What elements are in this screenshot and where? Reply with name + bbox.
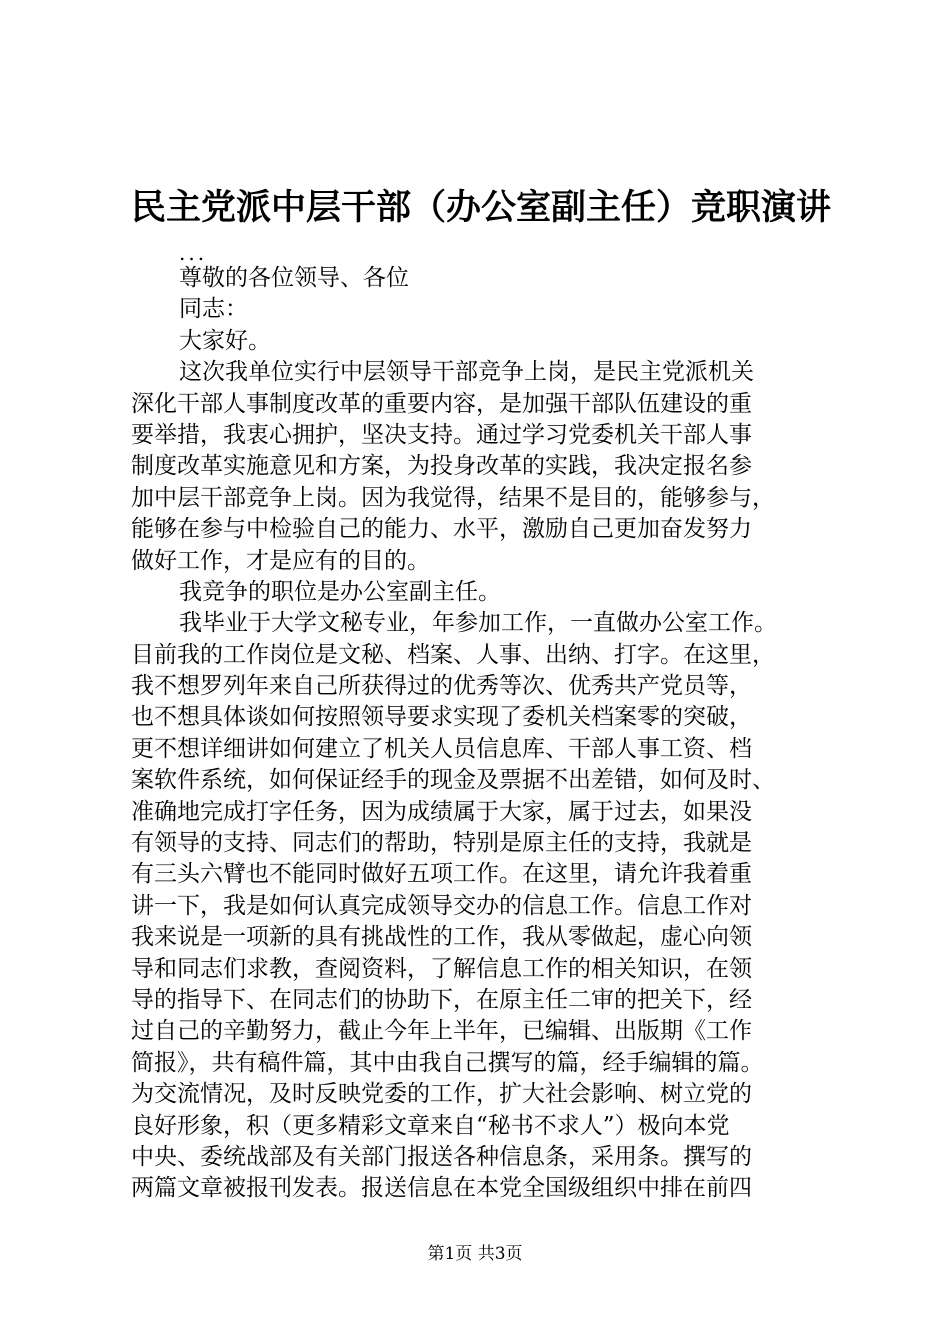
text-line: 导的指导下、在同志们的协助下，在原主任二审的把关下，经 <box>131 986 752 1013</box>
text-line: 要举措，我衷心拥护，坚决支持。通过学习党委机关干部人事 <box>131 421 752 448</box>
text-line: 能够在参与中检验自己的能力、水平，激励自己更加奋发努力 <box>131 516 752 543</box>
text-line: 过自己的辛勤努力，截止今年上半年，已编辑、出版期《工作 <box>131 1018 752 1045</box>
text-line: 准确地完成打字任务，因为成绩属于大家，属于过去，如果没 <box>131 798 752 825</box>
text-line: 良好形象，积（更多精彩文章来自“秘书不求人”）极向本党 <box>131 1112 730 1139</box>
text-line: 制度改革实施意见和方案，为投身改革的实践，我决定报名参 <box>131 453 752 480</box>
text-line: 也不想具体谈如何按照领导要求实现了委机关档案零的突破， <box>131 704 752 731</box>
text-line: 中央、委统战部及有关部门报送各种信息条，采用条。撰写的 <box>131 1143 752 1170</box>
text-line: 为交流情况，及时反映党委的工作，扩大社会影响、树立党的 <box>131 1081 752 1108</box>
document-title: 民主党派中层干部（办公室副主任）竞职演讲 <box>131 187 832 228</box>
text-line: 我毕业于大学文秘专业，年参加工作，一直做办公室工作。 <box>179 610 777 637</box>
greeting-line: 同志： <box>179 296 248 323</box>
text-line: 案软件系统，如何保证经手的现金及票据不出差错，如何及时、 <box>131 767 775 794</box>
text-line: 更不想详细讲如何建立了机关人员信息库、干部人事工资、档 <box>131 735 752 762</box>
document-body <box>131 243 851 1205</box>
text-line: 目前我的工作岗位是文秘、档案、人事、出纳、打字。在这里， <box>131 641 775 668</box>
hello-line: 大家好。 <box>179 327 271 354</box>
text-line: 我来说是一项新的具有挑战性的工作，我从零做起，虚心向领 <box>131 924 752 951</box>
ellipsis-mark: ... <box>179 241 208 265</box>
text-line: 我竞争的职位是办公室副主任。 <box>179 578 501 605</box>
text-line: 做好工作，才是应有的目的。 <box>131 547 430 574</box>
text-line: 讲一下，我是如何认真完成领导交办的信息工作。信息工作对 <box>131 892 752 919</box>
paragraph <box>131 357 851 577</box>
text-line: 简报》，共有稿件篇，其中由我自己撰写的篇，经手编辑的篇。 <box>131 1049 764 1076</box>
text-line: 深化干部人事制度改革的重要内容，是加强干部队伍建设的重 <box>131 390 752 417</box>
paragraph <box>131 608 851 1204</box>
page-number: 第1页 共3页 <box>427 1244 523 1264</box>
text-line: 两篇文章被报刊发表。报送信息在本党全国级组织中排在前四 <box>131 1175 752 1202</box>
greeting-line: 尊敬的各位领导、各位 <box>179 265 409 291</box>
text-line: 加中层干部竞争上岗。因为我觉得，结果不是目的，能够参与， <box>131 484 775 511</box>
text-line: 这次我单位实行中层领导干部竞争上岗，是民主党派机关 <box>179 359 754 386</box>
text-line: 有三头六臂也不能同时做好五项工作。在这里，请允许我着重 <box>131 861 752 888</box>
paragraph <box>131 577 851 608</box>
text-line: 我不想罗列年来自己所获得过的优秀等次、优秀共产党员等， <box>131 673 752 700</box>
text-line: 导和同志们求教，查阅资料，了解信息工作的相关知识，在领 <box>131 955 752 982</box>
text-line: 有领导的支持、同志们的帮助，特别是原主任的支持，我就是 <box>131 830 752 857</box>
